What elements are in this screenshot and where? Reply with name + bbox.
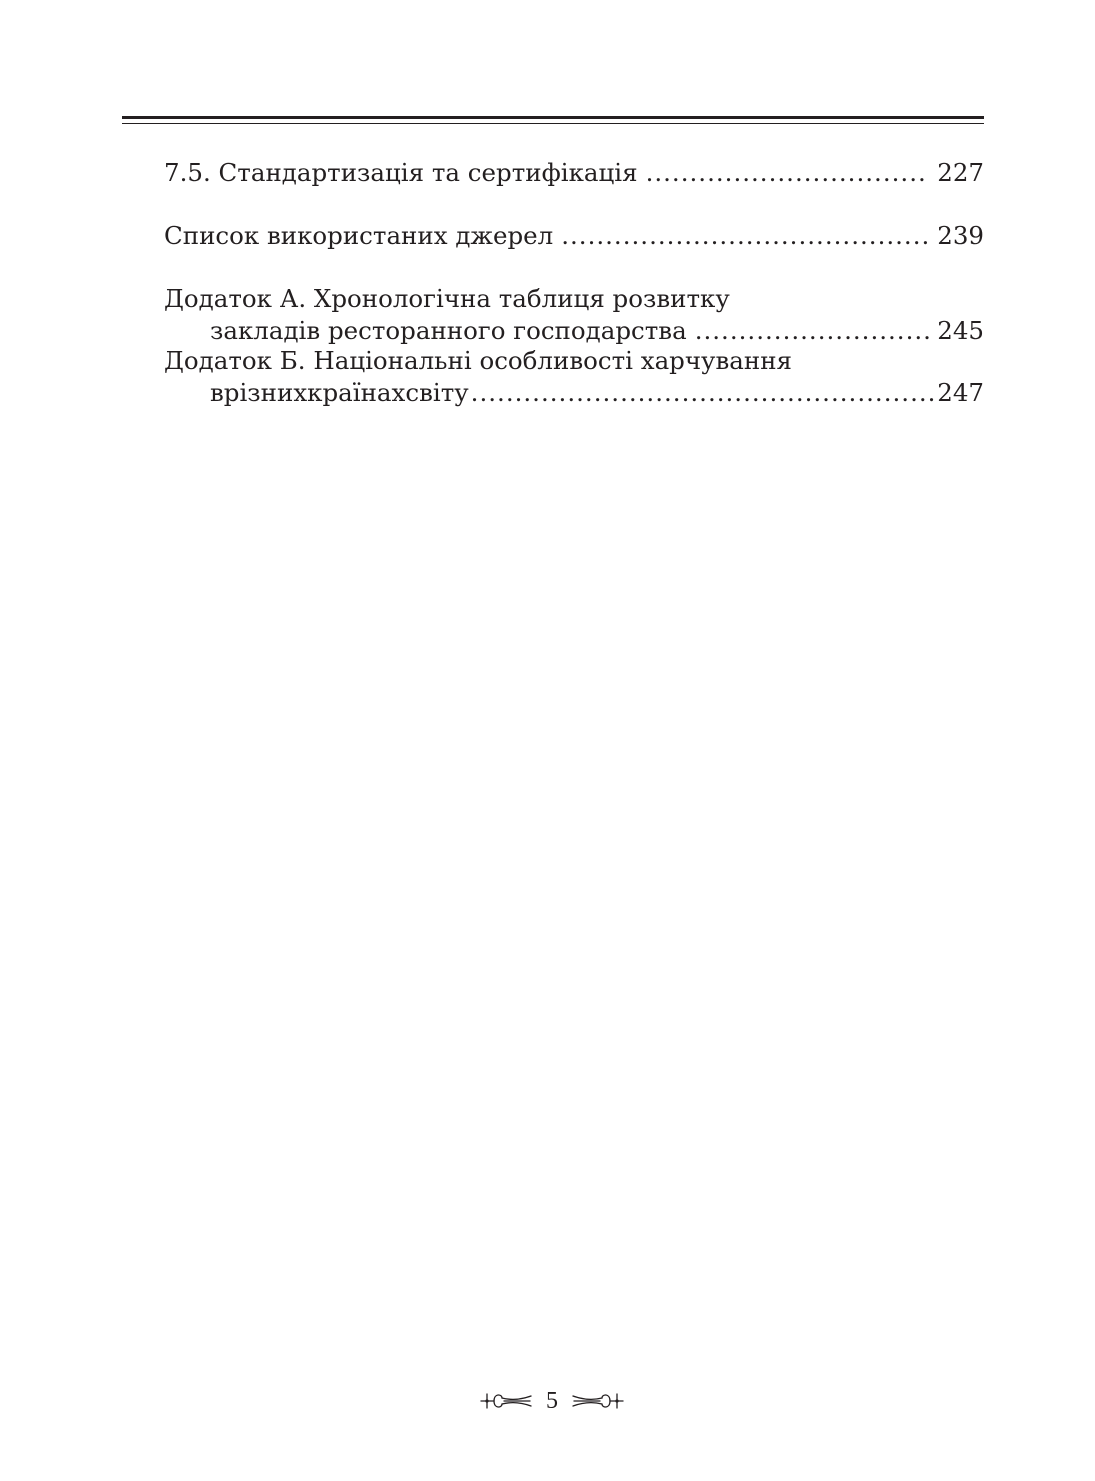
page-footer — [470, 1388, 634, 1414]
dot-leader — [646, 157, 930, 189]
toc-entry-title-continued: закладів ресторанного господарства — [210, 316, 687, 345]
toc-entry-standardization[interactable] — [164, 157, 984, 189]
dot-leader — [561, 220, 929, 252]
dot-leader — [695, 315, 930, 347]
toc-entry-page: 247 — [937, 378, 984, 407]
header-rule-thick — [122, 116, 984, 119]
toc-entry-references[interactable] — [164, 220, 984, 252]
toc-entry-page: 245 — [937, 316, 984, 345]
toc-entry-title: 7.5. Стандартизація та сертифікація — [164, 158, 638, 187]
scroll-ornament-icon — [480, 1390, 532, 1412]
dot-leader — [471, 377, 936, 409]
toc-entry-page: 239 — [937, 221, 984, 250]
scroll-ornament-icon — [572, 1390, 624, 1412]
toc-entry-appendix-b[interactable] — [164, 345, 984, 409]
toc-entry-title: Додаток Б. Національні особливості харчування — [164, 346, 792, 375]
page-number: 5 — [546, 1388, 558, 1414]
header-rule-thin — [122, 123, 984, 124]
toc-entry-title: Список використаних джерел — [164, 221, 554, 250]
toc-entry-title: Додаток А. Хронологічна таблиця розвитку — [164, 284, 730, 313]
toc-entry-page: 227 — [937, 158, 984, 187]
toc-entry-title-continued: врізнихкраїнахсвіту — [210, 378, 469, 407]
toc-entry-appendix-a[interactable] — [164, 283, 984, 347]
